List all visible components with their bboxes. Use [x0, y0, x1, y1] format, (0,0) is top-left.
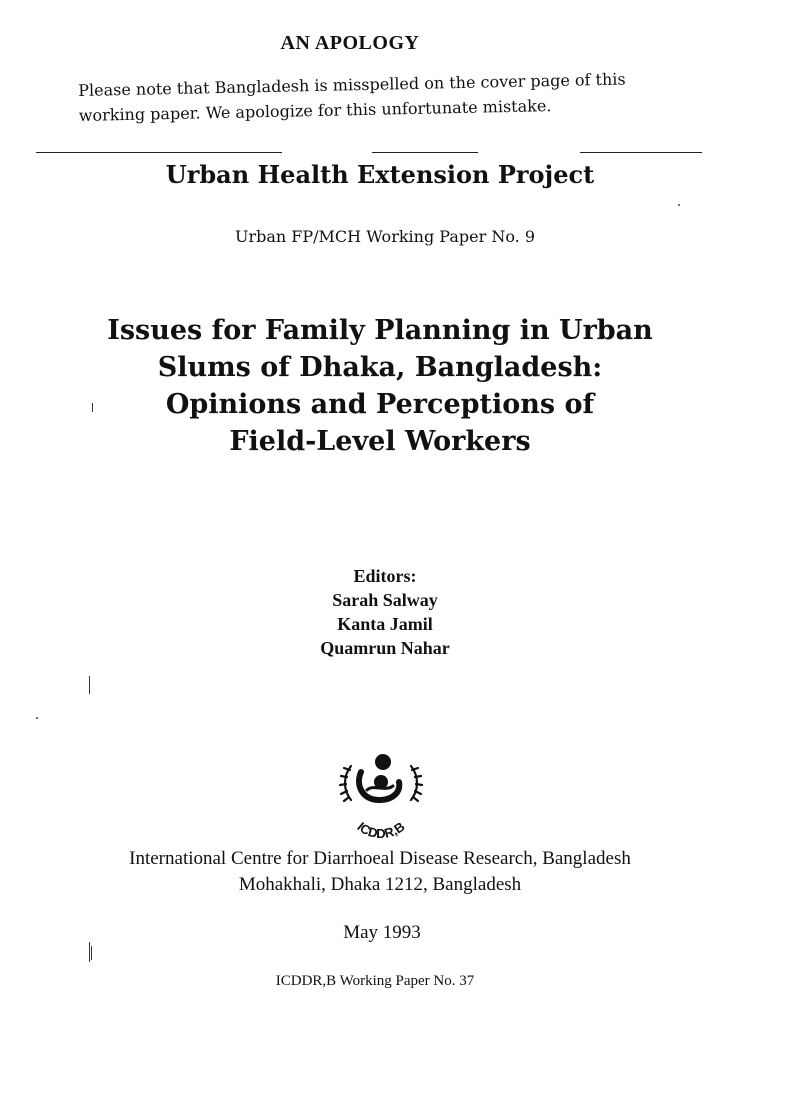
separator-rule-middle [372, 152, 478, 153]
logo-text: ICDDR,B [354, 818, 408, 841]
title-line-3: Opinions and Perceptions of [165, 389, 595, 420]
institution-block [0, 846, 760, 898]
icddrb-logo [337, 750, 425, 842]
project-title: Urban Health Extension Project [165, 160, 595, 189]
scan-mark [89, 942, 90, 962]
editors-heading: Editors: [353, 566, 417, 586]
institution-name: International Centre for Diarrhoeal Disease Research, Bangladesh [129, 848, 631, 869]
separator-rule-right [580, 152, 702, 153]
scan-mark [92, 403, 93, 412]
editor-name-3: Quamrun Nahar [320, 638, 450, 658]
scan-dot [36, 717, 38, 719]
apology-notice [78, 65, 699, 128]
editors-block [0, 564, 770, 660]
title-line-2: Slums of Dhaka, Bangladesh: [157, 352, 603, 383]
working-paper-number: Urban FP/MCH Working Paper No. 9 [234, 227, 536, 246]
apology-line-1: Please note that Bangladesh is misspelled on the cover page of this [78, 69, 626, 100]
icddrb-logo-icon [337, 750, 425, 842]
icddrb-working-paper-number: ICDDR,B Working Paper No. 37 [275, 973, 475, 989]
institution-address: Mohakhali, Dhaka 1212, Bangladesh [238, 874, 522, 895]
apology-heading: AN APOLOGY [280, 32, 420, 54]
separator-rule-left [36, 152, 282, 153]
editor-name-2: Kanta Jamil [337, 614, 433, 634]
publication-date: May 1993 [343, 922, 421, 943]
scan-mark [89, 676, 90, 694]
scan-mark [91, 946, 92, 960]
svg-text:ICDDR,B [354, 819, 407, 841]
editor-name-1: Sarah Salway [332, 590, 438, 610]
scan-dot [678, 204, 680, 206]
apology-line-2: working paper. We apologize for this unfortunate mistake. [78, 96, 552, 125]
title-line-1: Issues for Family Planning in Urban [107, 315, 653, 346]
title-line-4: Field-Level Workers [229, 426, 531, 457]
document-title [0, 312, 760, 460]
